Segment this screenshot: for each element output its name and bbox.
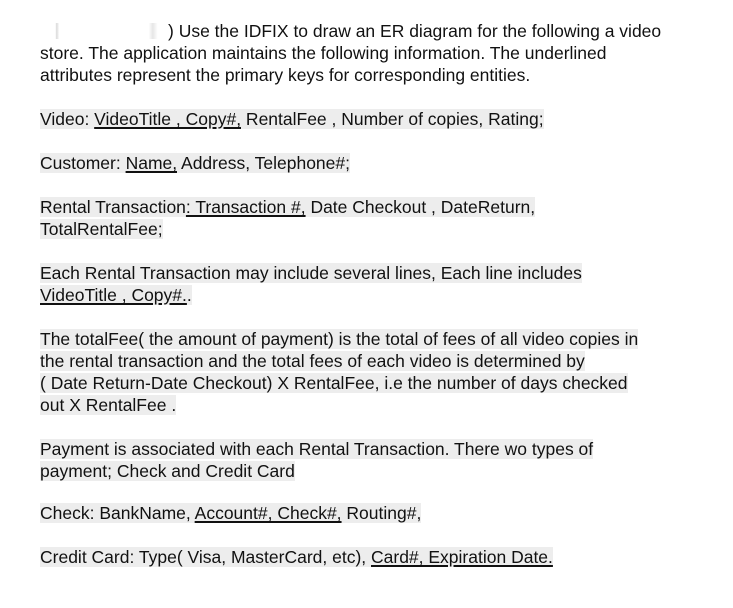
intro-line-1 [40,20,720,42]
customer-primary-key: Name, [125,153,178,173]
video-attributes: RentalFee , Number of copies, Rating; [241,109,544,129]
customer-entity-line [40,152,720,174]
credit-card-entity-line [40,546,720,568]
rental-lines-paragraph [40,262,720,306]
total-fee-paragraph [40,328,720,416]
rental-attributes-cont: TotalRentalFee; [40,219,163,239]
payment-line-1 [40,438,720,460]
check-entity-line [40,502,720,524]
check-label: Check: BankName, [40,503,195,523]
rental-entity-line-1 [40,196,720,218]
payment-line-2 [40,460,720,482]
check-attributes: Routing#, [341,503,422,523]
payment-paragraph [40,438,720,482]
rental-attributes: Date Checkout , DateReturn, [305,197,536,217]
customer-label: Customer: [40,153,126,173]
rental-lines-key: VideoTitle , Copy#. [40,285,187,305]
total-fee-text-2: the rental transaction and the total fees of each video is determined by [40,351,585,371]
intro-line-2: store. The application maintains the following information. The underlined [40,43,607,63]
intro-paragraph [40,20,720,86]
rental-lines-end: . [186,285,192,305]
total-fee-text-1: The totalFee( the amount of payment) is the total of fees of all video copies in [40,329,639,349]
video-label: Video: [40,109,95,129]
credit-card-primary-key: Card#, Expiration Date. [371,547,553,567]
video-entity-line [40,108,720,130]
payment-text-1: Payment is associated with each Rental Transaction. There wo types of [40,439,594,459]
rental-entity-line-2 [40,218,720,240]
check-primary-key: Account#, Check#, [194,503,342,523]
rental-lines-line-1 [40,262,720,284]
rental-primary-key: : Transaction #, [185,197,306,217]
intro-line-1-text: ) Use the IDFIX to draw an ER diagram for the following a video [168,21,662,41]
total-fee-line-1 [40,328,720,350]
payment-text-2: payment; Check and Credit Card [40,461,295,481]
intro-line-3: attributes represent the primary keys for corresponding entities. [40,65,531,85]
total-fee-text-3: ( Date Return-Date Checkout) X RentalFee, i.e the number of days checked [40,373,628,393]
credit-card-entity-paragraph [40,546,720,568]
obscured-question-number [40,23,168,39]
customer-attributes: Address, Telephone#; [177,153,350,173]
rental-entity-paragraph [40,196,720,240]
credit-card-label: Credit Card: Type( Visa, MasterCard, etc), [40,547,371,567]
customer-entity-paragraph [40,152,720,174]
total-fee-text-4: out X RentalFee . [40,395,177,415]
rental-lines-line-2 [40,284,720,306]
rental-lines-text: Each Rental Transaction may include several lines, Each line includes [40,263,582,283]
video-entity-paragraph [40,108,720,130]
total-fee-line-4 [40,394,720,416]
video-primary-key: VideoTitle , Copy#, [94,109,242,129]
total-fee-line-3 [40,372,720,394]
total-fee-line-2 [40,350,720,372]
rental-label: Rental Transaction [40,197,186,217]
check-entity-paragraph [40,502,720,524]
